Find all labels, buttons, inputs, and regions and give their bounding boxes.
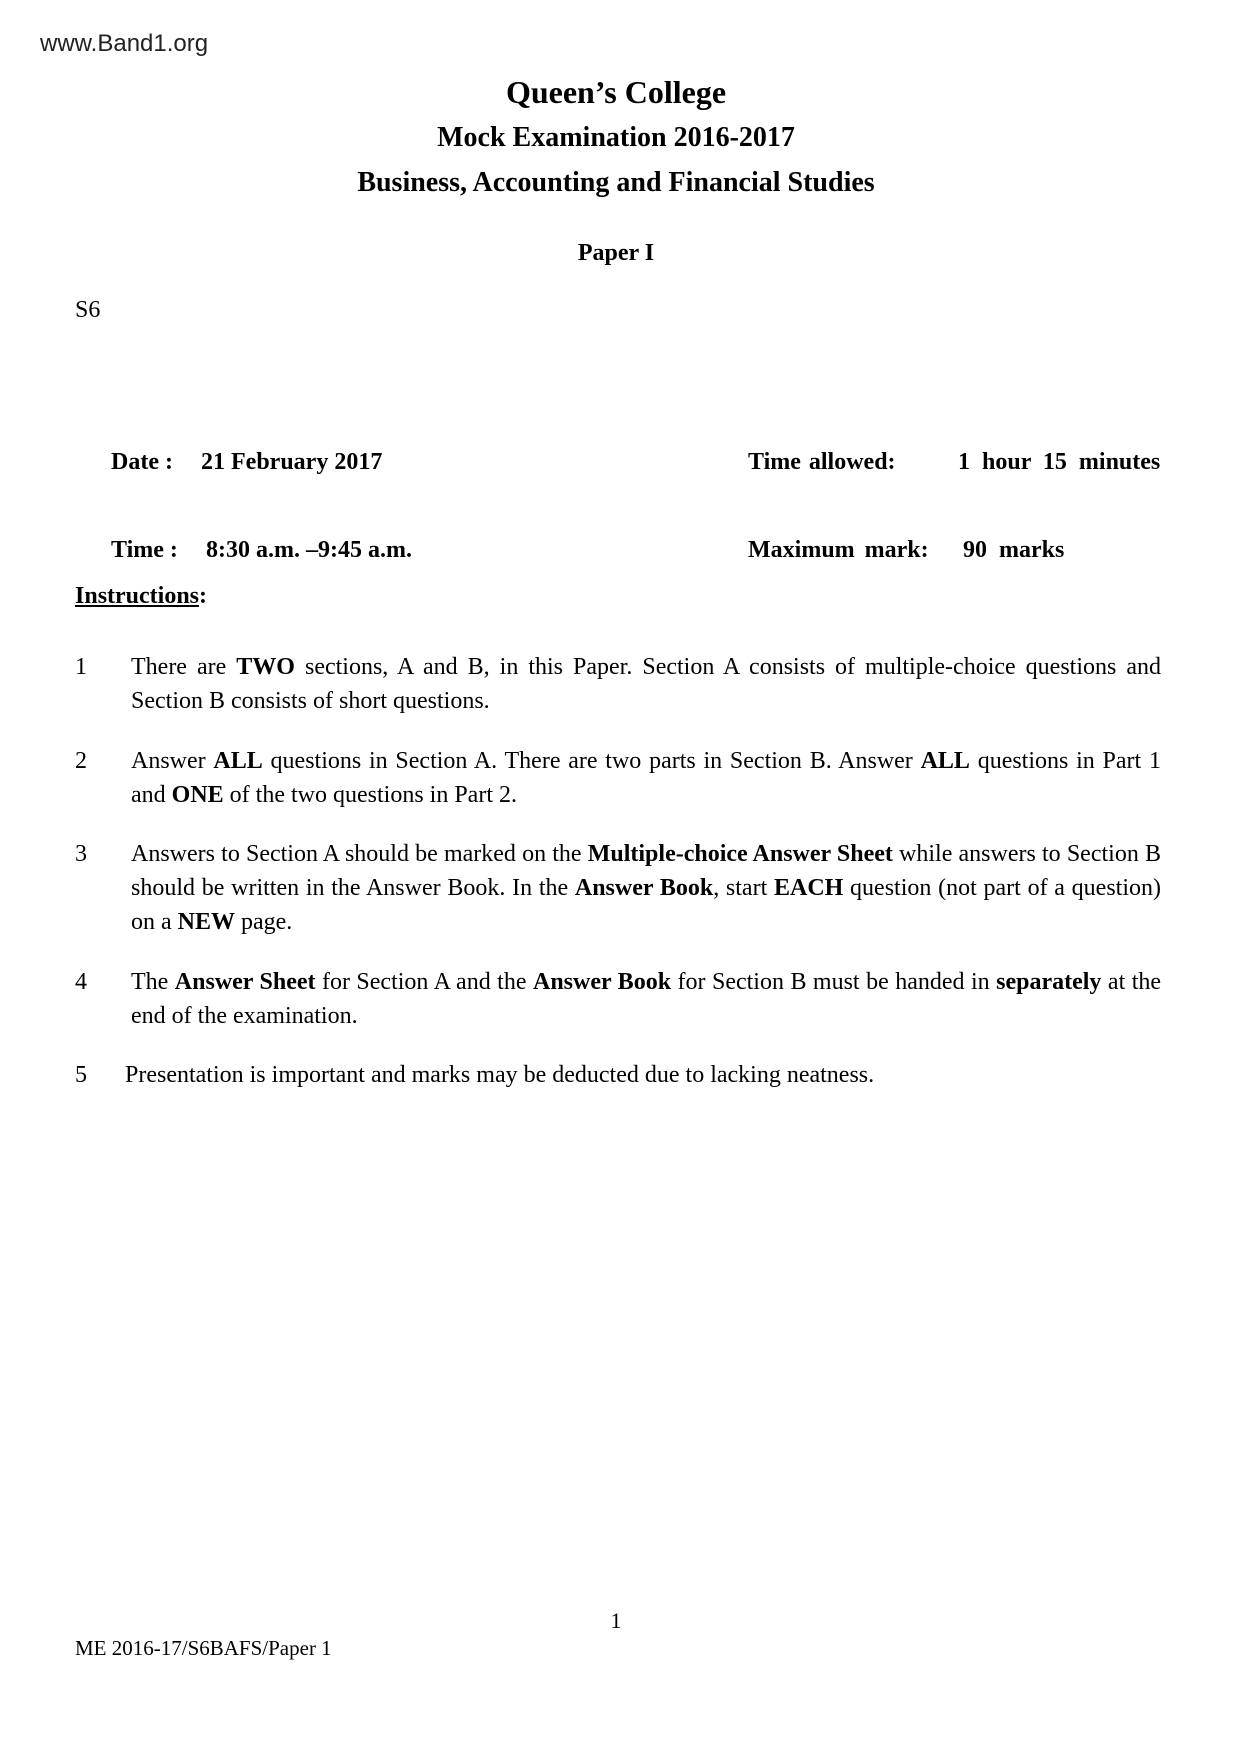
instructions-heading [75, 583, 207, 610]
instruction-text: There are TWO sections, A and B, in this Paper. Section A consists of multiple-choice questions and Section B consists of short questions. [131, 654, 1161, 714]
instruction-number: 1 [75, 654, 87, 680]
maximum-mark-label: Maximum mark: [748, 537, 929, 563]
document-code: ME 2016-17/S6BAFS/Paper 1 [75, 1636, 332, 1660]
instructions-heading-text: Instructions [75, 583, 200, 609]
time-allowed-label: Time allowed: [748, 449, 896, 475]
date-value: 21 February 2017 [201, 449, 383, 475]
time-allowed-value: 1 hour 15 minutes [958, 449, 1161, 475]
page-number: 1 [610, 1608, 622, 1633]
date-label: Date : [111, 449, 173, 475]
instruction-item [75, 1058, 1161, 1092]
instruction-text: Presentation is important and marks may be deducted due to lacking neatness. [125, 1062, 875, 1088]
exam-schedule [75, 357, 412, 587]
watermark-url: www.Band1.org [40, 30, 209, 57]
instruction-item [75, 650, 1161, 718]
instruction-number: 4 [75, 969, 87, 995]
time-label: Time : [111, 537, 178, 563]
school-name: Queen’s College [505, 74, 727, 110]
form-level: S6 [75, 297, 101, 323]
time-allowed-row [712, 411, 1161, 475]
exam-limits [712, 357, 1160, 587]
instructions-heading-colon: : [199, 583, 208, 609]
maximum-mark-value: 90 marks [963, 537, 1065, 563]
exam-title: Mock Examination 2016-2017 [437, 122, 795, 153]
time-row [75, 499, 412, 563]
instruction-text: Answers to Section A should be marked on the Multiple-choice Answer Sheet while answers to Section B should be written in the Answer Book. In the Answer Book, start EACH question (not part of a question) on a NEW page. [131, 841, 1161, 935]
time-value: 8:30 a.m. –9:45 a.m. [206, 537, 412, 563]
maximum-mark-row [712, 499, 1160, 563]
instruction-text: The Answer Sheet for Section A and the Answer Book for Section B must be handed in separately at the end of the examination. [131, 969, 1162, 1029]
instruction-item [75, 837, 1161, 939]
paper-title: Paper I [577, 240, 655, 266]
instruction-number: 5 [75, 1062, 87, 1088]
subject-title: Business, Accounting and Financial Studies [357, 167, 875, 198]
date-row [75, 411, 412, 475]
instruction-item [75, 965, 1161, 1033]
instruction-number: 2 [75, 748, 87, 774]
instruction-number: 3 [75, 841, 87, 867]
instruction-text: Answer ALL questions in Section A. There are two parts in Section B. Answer ALL questions in Part 1 and ONE of the two questions in Part 2. [131, 748, 1161, 808]
instruction-item [75, 744, 1161, 812]
